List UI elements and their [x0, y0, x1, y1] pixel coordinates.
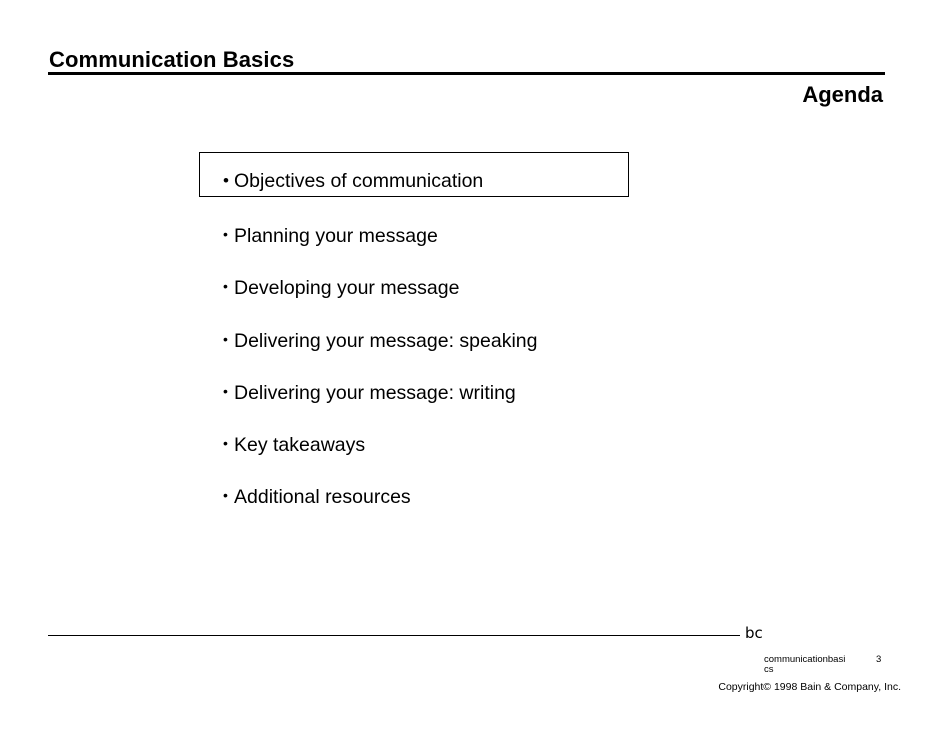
bullet-icon: • [223, 331, 228, 347]
agenda-item-label: Additional resources [234, 486, 411, 508]
bullet-icon: • [223, 383, 228, 399]
agenda-item-label: Key takeaways [234, 434, 366, 456]
agenda-item-writing [223, 380, 516, 404]
page-number: 3 [876, 654, 882, 665]
bullet-icon: • [223, 435, 228, 451]
agenda-item-planning [223, 223, 438, 247]
agenda-item-label: Developing your message [234, 277, 460, 299]
agenda-item-label: Objectives of communication [234, 170, 484, 192]
bullet-icon: • [223, 487, 228, 503]
agenda-item-speaking [223, 328, 538, 352]
slide-title: Communication Basics [49, 47, 295, 72]
bullet-icon: • [223, 278, 228, 294]
agenda-item-objectives [223, 170, 483, 192]
agenda-item-resources [223, 484, 411, 508]
agenda-item-developing [223, 275, 459, 299]
slide-subtitle: Agenda [802, 82, 883, 107]
agenda-item-label: Planning your message [234, 225, 438, 247]
bullet-icon: • [223, 171, 229, 190]
copyright-notice: Copyright© 1998 Bain & Company, Inc. [718, 681, 901, 693]
title-divider [48, 72, 885, 75]
footer-file-name: communicationbasics [764, 654, 846, 675]
agenda-item-label: Delivering your message: writing [234, 382, 516, 404]
agenda-item-label: Delivering your message: speaking [234, 330, 538, 352]
footer-divider [48, 635, 740, 636]
agenda-item-takeaways [223, 432, 365, 456]
bullet-icon: • [223, 226, 228, 242]
footer-logo-mark: bc [745, 624, 763, 642]
